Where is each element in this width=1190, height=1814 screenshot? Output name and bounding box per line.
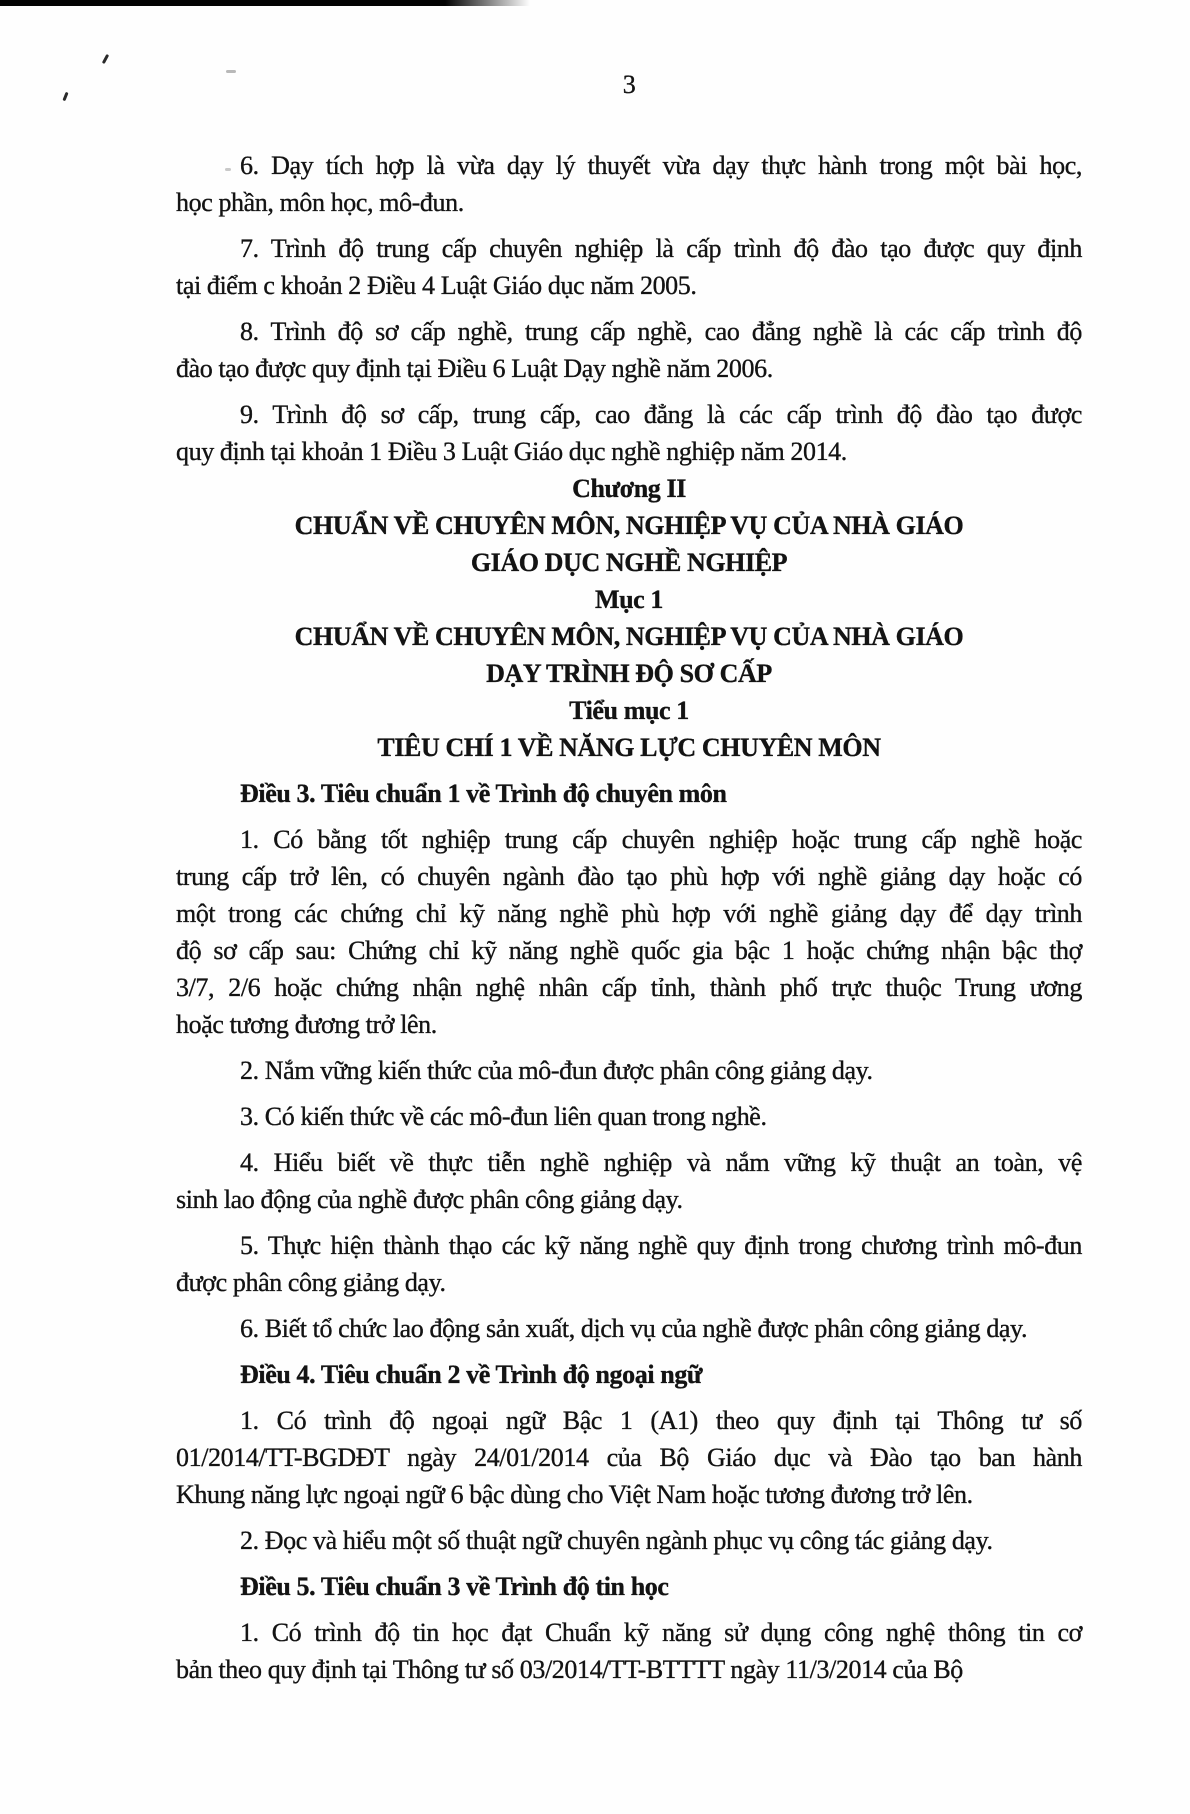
article-4-clause-1: [176, 1402, 1082, 1513]
article-3-clause-6: [176, 1310, 1082, 1347]
article-4-clause-2: [176, 1522, 1082, 1559]
text-line: 01/2014/TT-BGDĐT ngày 24/01/2014 của Bộ Giáo dục và Đào tạo ban hành: [176, 1443, 1082, 1472]
article-3-heading: Điều 3. Tiêu chuẩn 1 về Trình độ chuyên môn: [240, 779, 727, 808]
scan-speck: [62, 92, 68, 101]
text-line: 5. Thực hiện thành thạo các kỹ năng nghề quy định trong chương trình mô-đun: [240, 1231, 1082, 1260]
clause-8: [176, 313, 1082, 387]
article-3-clause-4: [176, 1144, 1082, 1218]
document-content: [176, 0, 1082, 1688]
text-line: 4. Hiểu biết về thực tiễn nghề nghiệp và nắm vững kỹ thuật an toàn, vệ: [240, 1148, 1082, 1177]
article-3-clause-5: [176, 1227, 1082, 1301]
text-line: trung cấp trở lên, có chuyên ngành đào tạo phù hợp với nghề giảng dạy hoặc có: [176, 862, 1082, 891]
text-line: 1. Có trình độ tin học đạt Chuẩn kỹ năng sử dụng công nghệ thông tin cơ: [240, 1618, 1082, 1647]
section-title-line-1: CHUẨN VỀ CHUYÊN MÔN, NGHIỆP VỤ CỦA NHÀ GIÁO: [294, 622, 964, 651]
text-line: học phần, môn học, mô-đun.: [176, 188, 464, 217]
article-3-clause-3: [176, 1098, 1082, 1135]
text-line: 1. Có bằng tốt nghiệp trung cấp chuyên nghiệp hoặc trung cấp nghề hoặc: [240, 825, 1082, 854]
chapter-title-line-1: CHUẨN VỀ CHUYÊN MÔN, NGHIỆP VỤ CỦA NHÀ GIÁO: [294, 511, 964, 540]
clause-7: [176, 230, 1082, 304]
article-3-clause-2: [176, 1052, 1082, 1089]
clause-6: [176, 147, 1082, 221]
text-line: một trong các chứng chỉ kỹ năng nghề phù hợp với nghề giảng dạy để dạy trình: [176, 899, 1082, 928]
text-line: 1. Có trình độ ngoại ngữ Bậc 1 (A1) theo quy định tại Thông tư số: [240, 1406, 1082, 1435]
subsection-title: TIÊU CHÍ 1 VỀ NĂNG LỰC CHUYÊN MÔN: [377, 733, 881, 762]
text-line: 9. Trình độ sơ cấp, trung cấp, cao đẳng là các cấp trình độ đào tạo được: [240, 400, 1082, 429]
section-heading: Mục 1: [594, 585, 664, 614]
text-line: 2. Nắm vững kiến thức của mô-đun được phân công giảng dạy.: [240, 1056, 873, 1085]
text-line: quy định tại khoản 1 Điều 3 Luật Giáo dục nghề nghiệp năm 2014.: [176, 437, 847, 466]
clause-9: [176, 396, 1082, 470]
chapter-title-line-2: GIÁO DỤC NGHỀ NGHIỆP: [470, 548, 788, 577]
text-line: 8. Trình độ sơ cấp nghề, trung cấp nghề, cao đẳng nghề là các cấp trình độ: [240, 317, 1082, 346]
text-line: tại điểm c khoản 2 Điều 4 Luật Giáo dục năm 2005.: [176, 271, 697, 300]
scan-speck: [102, 54, 109, 64]
text-line: được phân công giảng dạy.: [176, 1268, 446, 1297]
text-line: bản theo quy định tại Thông tư số 03/2014/TT-BTTTT ngày 11/3/2014 của Bộ: [176, 1655, 963, 1684]
article-3-clause-1: [176, 821, 1082, 1043]
text-line: 2. Đọc và hiểu một số thuật ngữ chuyên ngành phục vụ công tác giảng dạy.: [240, 1526, 993, 1555]
text-line: 3/7, 2/6 hoặc chứng nhận nghệ nhân cấp tỉnh, thành phố trực thuộc Trung ương: [176, 973, 1082, 1002]
text-line: 3. Có kiến thức về các mô-đun liên quan trong nghề.: [240, 1102, 767, 1131]
article-5-clause-1: [176, 1614, 1082, 1688]
text-line: Khung năng lực ngoại ngữ 6 bậc dùng cho Việt Nam hoặc tương đương trở lên.: [176, 1480, 973, 1509]
article-5-heading: Điều 5. Tiêu chuẩn 3 về Trình độ tin học: [240, 1572, 669, 1601]
chapter-heading: Chương II: [572, 474, 686, 503]
text-line: sinh lao động của nghề được phân công giảng dạy.: [176, 1185, 683, 1214]
article-4-heading: Điều 4. Tiêu chuẩn 2 về Trình độ ngoại ngữ: [240, 1360, 703, 1389]
text-line: 6. Dạy tích hợp là vừa dạy lý thuyết vừa dạy thực hành trong một bài học,: [240, 151, 1082, 180]
text-line: 6. Biết tổ chức lao động sản xuất, dịch vụ của nghề được phân công giảng dạy.: [240, 1314, 1028, 1343]
page-number: 3: [622, 70, 636, 99]
subsection-heading: Tiểu mục 1: [569, 696, 689, 725]
text-line: hoặc tương đương trở lên.: [176, 1010, 437, 1039]
text-line: 7. Trình độ trung cấp chuyên nghiệp là cấp trình độ đào tạo được quy định: [240, 234, 1082, 263]
text-line: độ sơ cấp sau: Chứng chỉ kỹ năng nghề quốc gia bậc 1 hoặc chứng nhận bậc thợ: [176, 936, 1082, 965]
section-title-line-2: DẠY TRÌNH ĐỘ SƠ CẤP: [486, 659, 772, 688]
text-line: đào tạo được quy định tại Điều 6 Luật Dạy nghề năm 2006.: [176, 354, 773, 383]
